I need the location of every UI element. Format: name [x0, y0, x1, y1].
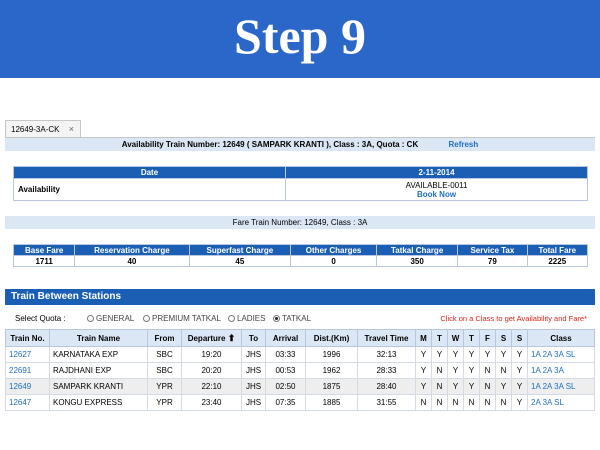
- fare-value: 0: [291, 256, 377, 267]
- travel-time: 31:55: [358, 395, 416, 411]
- day-flag: Y: [512, 379, 528, 395]
- quota-radio-general[interactable]: [87, 312, 134, 326]
- to-station: JHS: [242, 363, 266, 379]
- day-flag: Y: [448, 347, 464, 363]
- col-from[interactable]: From: [148, 330, 182, 347]
- fare-value: 40: [75, 256, 189, 267]
- close-icon[interactable]: ×: [68, 124, 74, 134]
- col-departure[interactable]: [182, 330, 242, 347]
- fare-header: Fare Train Number: 12649, Class : 3A: [232, 218, 368, 227]
- class-links[interactable]: 1A 2A 3A SL: [528, 347, 595, 363]
- day-flag: Y: [496, 379, 512, 395]
- day-flag: Y: [448, 363, 464, 379]
- day-flag: Y: [464, 363, 480, 379]
- fare-value: 79: [458, 256, 527, 267]
- travel-time: 28:40: [358, 379, 416, 395]
- availability-label: Availability: [14, 179, 286, 201]
- departure-time: 23:40: [182, 395, 242, 411]
- quota-option-label: PREMIUM TATKAL: [152, 314, 221, 323]
- fare-table: [13, 244, 588, 267]
- train-name: RAJDHANI EXP: [50, 363, 148, 379]
- day-flag: Y: [448, 379, 464, 395]
- fare-col-header: Superfast Charge: [189, 245, 291, 256]
- day-flag: Y: [496, 347, 512, 363]
- banner-title: Step 9: [234, 8, 366, 64]
- table-row: [6, 363, 595, 379]
- radio-icon: [228, 315, 235, 322]
- distance: 1875: [306, 379, 358, 395]
- fare-col-header: Tatkal Charge: [377, 245, 458, 256]
- quota-selector: [5, 312, 595, 326]
- train-no-link[interactable]: 12647: [6, 395, 50, 411]
- day-flag: Y: [480, 347, 496, 363]
- col-day-m: M: [416, 330, 432, 347]
- to-station: JHS: [242, 379, 266, 395]
- arrival-time: 03:33: [266, 347, 306, 363]
- date-value: 2-11-2014: [286, 167, 588, 179]
- sort-up-icon: ⬆: [227, 332, 236, 343]
- fare-value: 2225: [527, 256, 587, 267]
- distance: 1962: [306, 363, 358, 379]
- availability-cell: [286, 179, 588, 201]
- col-class: Class: [528, 330, 595, 347]
- book-now-link[interactable]: Book Now: [416, 189, 457, 199]
- arrival-time: 00:53: [266, 363, 306, 379]
- day-flag: N: [480, 379, 496, 395]
- col-arrival[interactable]: Arrival: [266, 330, 306, 347]
- tab-12649-3a-ck[interactable]: [5, 120, 81, 138]
- train-name: KARNATAKA EXP: [50, 347, 148, 363]
- to-station: JHS: [242, 347, 266, 363]
- fare-value: 350: [377, 256, 458, 267]
- departure-time: 19:20: [182, 347, 242, 363]
- day-flag: N: [480, 395, 496, 411]
- day-flag: N: [448, 395, 464, 411]
- from-station: YPR: [148, 379, 182, 395]
- distance: 1885: [306, 395, 358, 411]
- banner: [0, 0, 600, 78]
- col-day-w: W: [448, 330, 464, 347]
- col-day-s: S: [496, 330, 512, 347]
- fare-col-header: Other Charges: [291, 245, 377, 256]
- col-travel-time[interactable]: Travel Time: [358, 330, 416, 347]
- train-table: [5, 329, 595, 411]
- table-row: [6, 395, 595, 411]
- from-station: YPR: [148, 395, 182, 411]
- day-flag: N: [480, 363, 496, 379]
- train-name: KONGU EXPRESS: [50, 395, 148, 411]
- arrival-time: 02:50: [266, 379, 306, 395]
- quota-radio-tatkal[interactable]: [273, 312, 311, 326]
- class-links[interactable]: 1A 2A 3A SL: [528, 379, 595, 395]
- class-links[interactable]: 1A 2A 3A: [528, 363, 595, 379]
- col-day-f: F: [480, 330, 496, 347]
- fare-value: 1711: [14, 256, 75, 267]
- day-flag: N: [496, 395, 512, 411]
- train-no-link[interactable]: 12627: [6, 347, 50, 363]
- travel-time: 28:33: [358, 363, 416, 379]
- quota-radio-premium-tatkal[interactable]: [143, 312, 221, 326]
- day-flag: Y: [512, 395, 528, 411]
- day-flag: Y: [416, 363, 432, 379]
- col-day-t: T: [464, 330, 480, 347]
- col-train-name[interactable]: Train Name: [50, 330, 148, 347]
- col-departure-label: Departure: [187, 333, 226, 343]
- class-hint: Click on a Class to get Availability and Fare*: [440, 314, 587, 323]
- class-links[interactable]: 2A 3A SL: [528, 395, 595, 411]
- day-flag: Y: [432, 347, 448, 363]
- departure-time: 20:20: [182, 363, 242, 379]
- fare-col-header: Total Fare: [527, 245, 587, 256]
- fare-col-header: Service Tax: [458, 245, 527, 256]
- refresh-link[interactable]: Refresh: [448, 140, 479, 149]
- day-flag: N: [432, 363, 448, 379]
- quota-radio-ladies[interactable]: [228, 312, 265, 326]
- day-flag: Y: [416, 347, 432, 363]
- quota-label: Select Quota :: [15, 314, 66, 323]
- day-flag: Y: [464, 347, 480, 363]
- from-station: SBC: [148, 347, 182, 363]
- arrival-time: 07:35: [266, 395, 306, 411]
- day-flag: N: [432, 395, 448, 411]
- fare-header-bar: [5, 216, 595, 229]
- fare-col-header: Reservation Charge: [75, 245, 189, 256]
- train-between-stations-header: Train Between Stations: [5, 289, 595, 305]
- col-train-no[interactable]: Train No.: [6, 330, 50, 347]
- availability-header: Availability Train Number: 12649 ( SAMPARK KRANTI ), Class : 3A, Quota : CK: [121, 140, 419, 149]
- train-no-link[interactable]: 12649: [6, 379, 50, 395]
- quota-option-label: TATKAL: [282, 314, 312, 323]
- day-flag: Y: [464, 379, 480, 395]
- train-no-link[interactable]: 22691: [6, 363, 50, 379]
- radio-icon: [87, 315, 94, 322]
- from-station: SBC: [148, 363, 182, 379]
- radio-icon: [143, 315, 150, 322]
- day-flag: N: [432, 379, 448, 395]
- tab-label: 12649-3A-CK: [11, 125, 60, 134]
- train-name: SAMPARK KRANTI: [50, 379, 148, 395]
- fare-col-header: Base Fare: [14, 245, 75, 256]
- day-flag: Y: [416, 379, 432, 395]
- day-flag: N: [416, 395, 432, 411]
- day-flag: Y: [512, 363, 528, 379]
- distance: 1996: [306, 347, 358, 363]
- col-distance[interactable]: Dist.(Km): [306, 330, 358, 347]
- to-station: JHS: [242, 395, 266, 411]
- quota-option-label: GENERAL: [96, 314, 135, 323]
- table-row: [6, 347, 595, 363]
- day-flag: N: [464, 395, 480, 411]
- day-flag: Y: [512, 347, 528, 363]
- departure-time: 22:10: [182, 379, 242, 395]
- availability-status: AVAILABLE-0011: [405, 180, 468, 190]
- fare-value: 45: [189, 256, 291, 267]
- date-header: Date: [14, 167, 286, 179]
- col-to[interactable]: To: [242, 330, 266, 347]
- availability-header-bar: [5, 138, 595, 151]
- quota-option-label: LADIES: [237, 314, 266, 323]
- table-row-selected: [6, 379, 595, 395]
- radio-selected-icon: [273, 315, 280, 322]
- availability-table: [13, 166, 588, 201]
- train-table-header: [6, 330, 595, 347]
- col-day-s: S: [512, 330, 528, 347]
- day-flag: N: [496, 363, 512, 379]
- travel-time: 32:13: [358, 347, 416, 363]
- col-day-t: T: [432, 330, 448, 347]
